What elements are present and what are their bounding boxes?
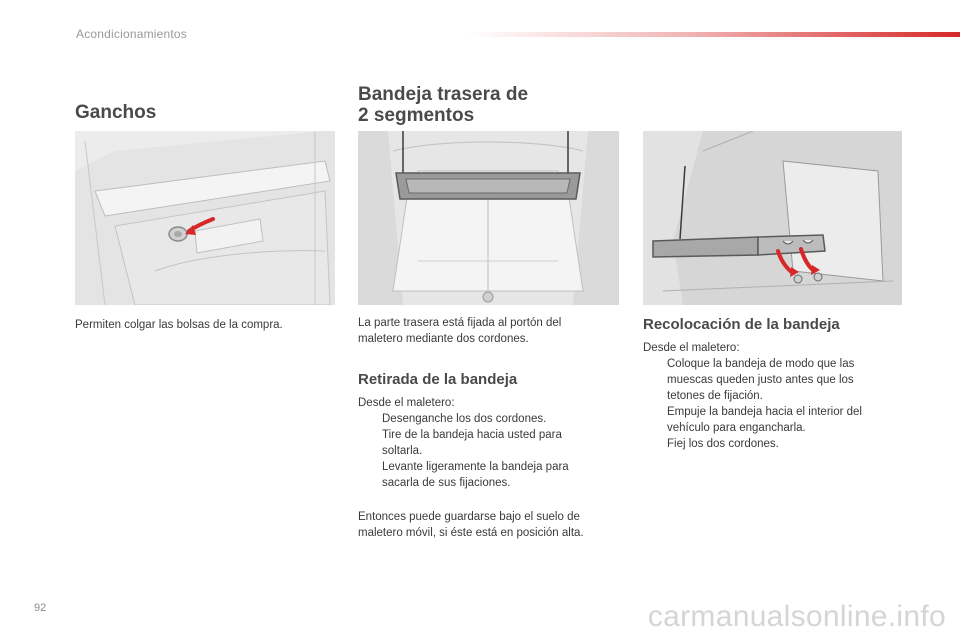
retirada-note-line2: maletero móvil, si éste está en posición alta. bbox=[358, 527, 584, 539]
bandeja-description-line1: La parte trasera está fijada al portón del bbox=[358, 317, 562, 329]
recolocacion-step-text: Empuje la bandeja hacia el interior del bbox=[667, 406, 862, 418]
retirada-step-text: Levante ligeramente la bandeja para bbox=[382, 461, 569, 473]
recolocacion-step-text: Fiej los dos cordones. bbox=[667, 438, 779, 450]
page-number: 92 bbox=[34, 602, 47, 614]
retirada-step-text: Tire de la bandeja hacia usted para bbox=[382, 429, 562, 441]
retirada-intro: Desde el maletero: bbox=[358, 397, 455, 409]
retirada-step-text-cont: soltarla. bbox=[382, 445, 423, 457]
recolocacion-title: Recolocación de la bandeja bbox=[643, 316, 840, 333]
recolocacion-body bbox=[643, 340, 862, 452]
retirada-body bbox=[358, 395, 569, 491]
recolocacion-step-text-cont: tetones de fijación. bbox=[667, 390, 763, 402]
recolocacion-intro: Desde el maletero: bbox=[643, 342, 740, 354]
recolocacion-step-text: Coloque la bandeja de modo que las bbox=[667, 358, 855, 370]
watermark: carmanualsonline.info bbox=[647, 600, 946, 633]
recolocacion-step bbox=[643, 436, 862, 452]
recolocacion-step-text-cont: vehículo para engancharla. bbox=[667, 422, 806, 434]
trunk-shelf-illustration bbox=[358, 131, 619, 305]
recolocacion-step bbox=[643, 404, 862, 436]
bandeja-title bbox=[358, 84, 528, 126]
ganchos-description: Permiten colgar las bolsas de la compra. bbox=[75, 319, 283, 331]
retirada-note bbox=[358, 509, 584, 541]
shelf-refit-illustration bbox=[643, 131, 902, 305]
retirada-step bbox=[358, 459, 569, 491]
retirada-step bbox=[358, 411, 569, 427]
recolocacion-step bbox=[643, 356, 862, 404]
section-label: Acondicionamientos bbox=[76, 27, 187, 41]
retirada-step bbox=[358, 427, 569, 459]
retirada-note-line1: Entonces puede guardarse bajo el suelo de bbox=[358, 511, 580, 523]
retirada-steps bbox=[358, 411, 569, 491]
recolocacion-step-text-cont: muescas queden justo antes que los bbox=[667, 374, 854, 386]
bandeja-title-line1: Bandeja trasera de bbox=[358, 84, 529, 105]
hook-illustration bbox=[75, 131, 335, 305]
bandeja-title-line2: 2 segmentos bbox=[358, 105, 475, 126]
header-accent-bar bbox=[468, 32, 960, 37]
retirada-step-text: Desenganche los dos cordones. bbox=[382, 413, 547, 425]
ganchos-title: Ganchos bbox=[75, 102, 157, 123]
recolocacion-steps bbox=[643, 356, 862, 452]
retirada-step-text-cont: sacarla de sus fijaciones. bbox=[382, 477, 511, 489]
retirada-title: Retirada de la bandeja bbox=[358, 371, 518, 388]
bandeja-description-line2: maletero mediante dos cordones. bbox=[358, 333, 529, 345]
bandeja-description bbox=[358, 315, 561, 347]
